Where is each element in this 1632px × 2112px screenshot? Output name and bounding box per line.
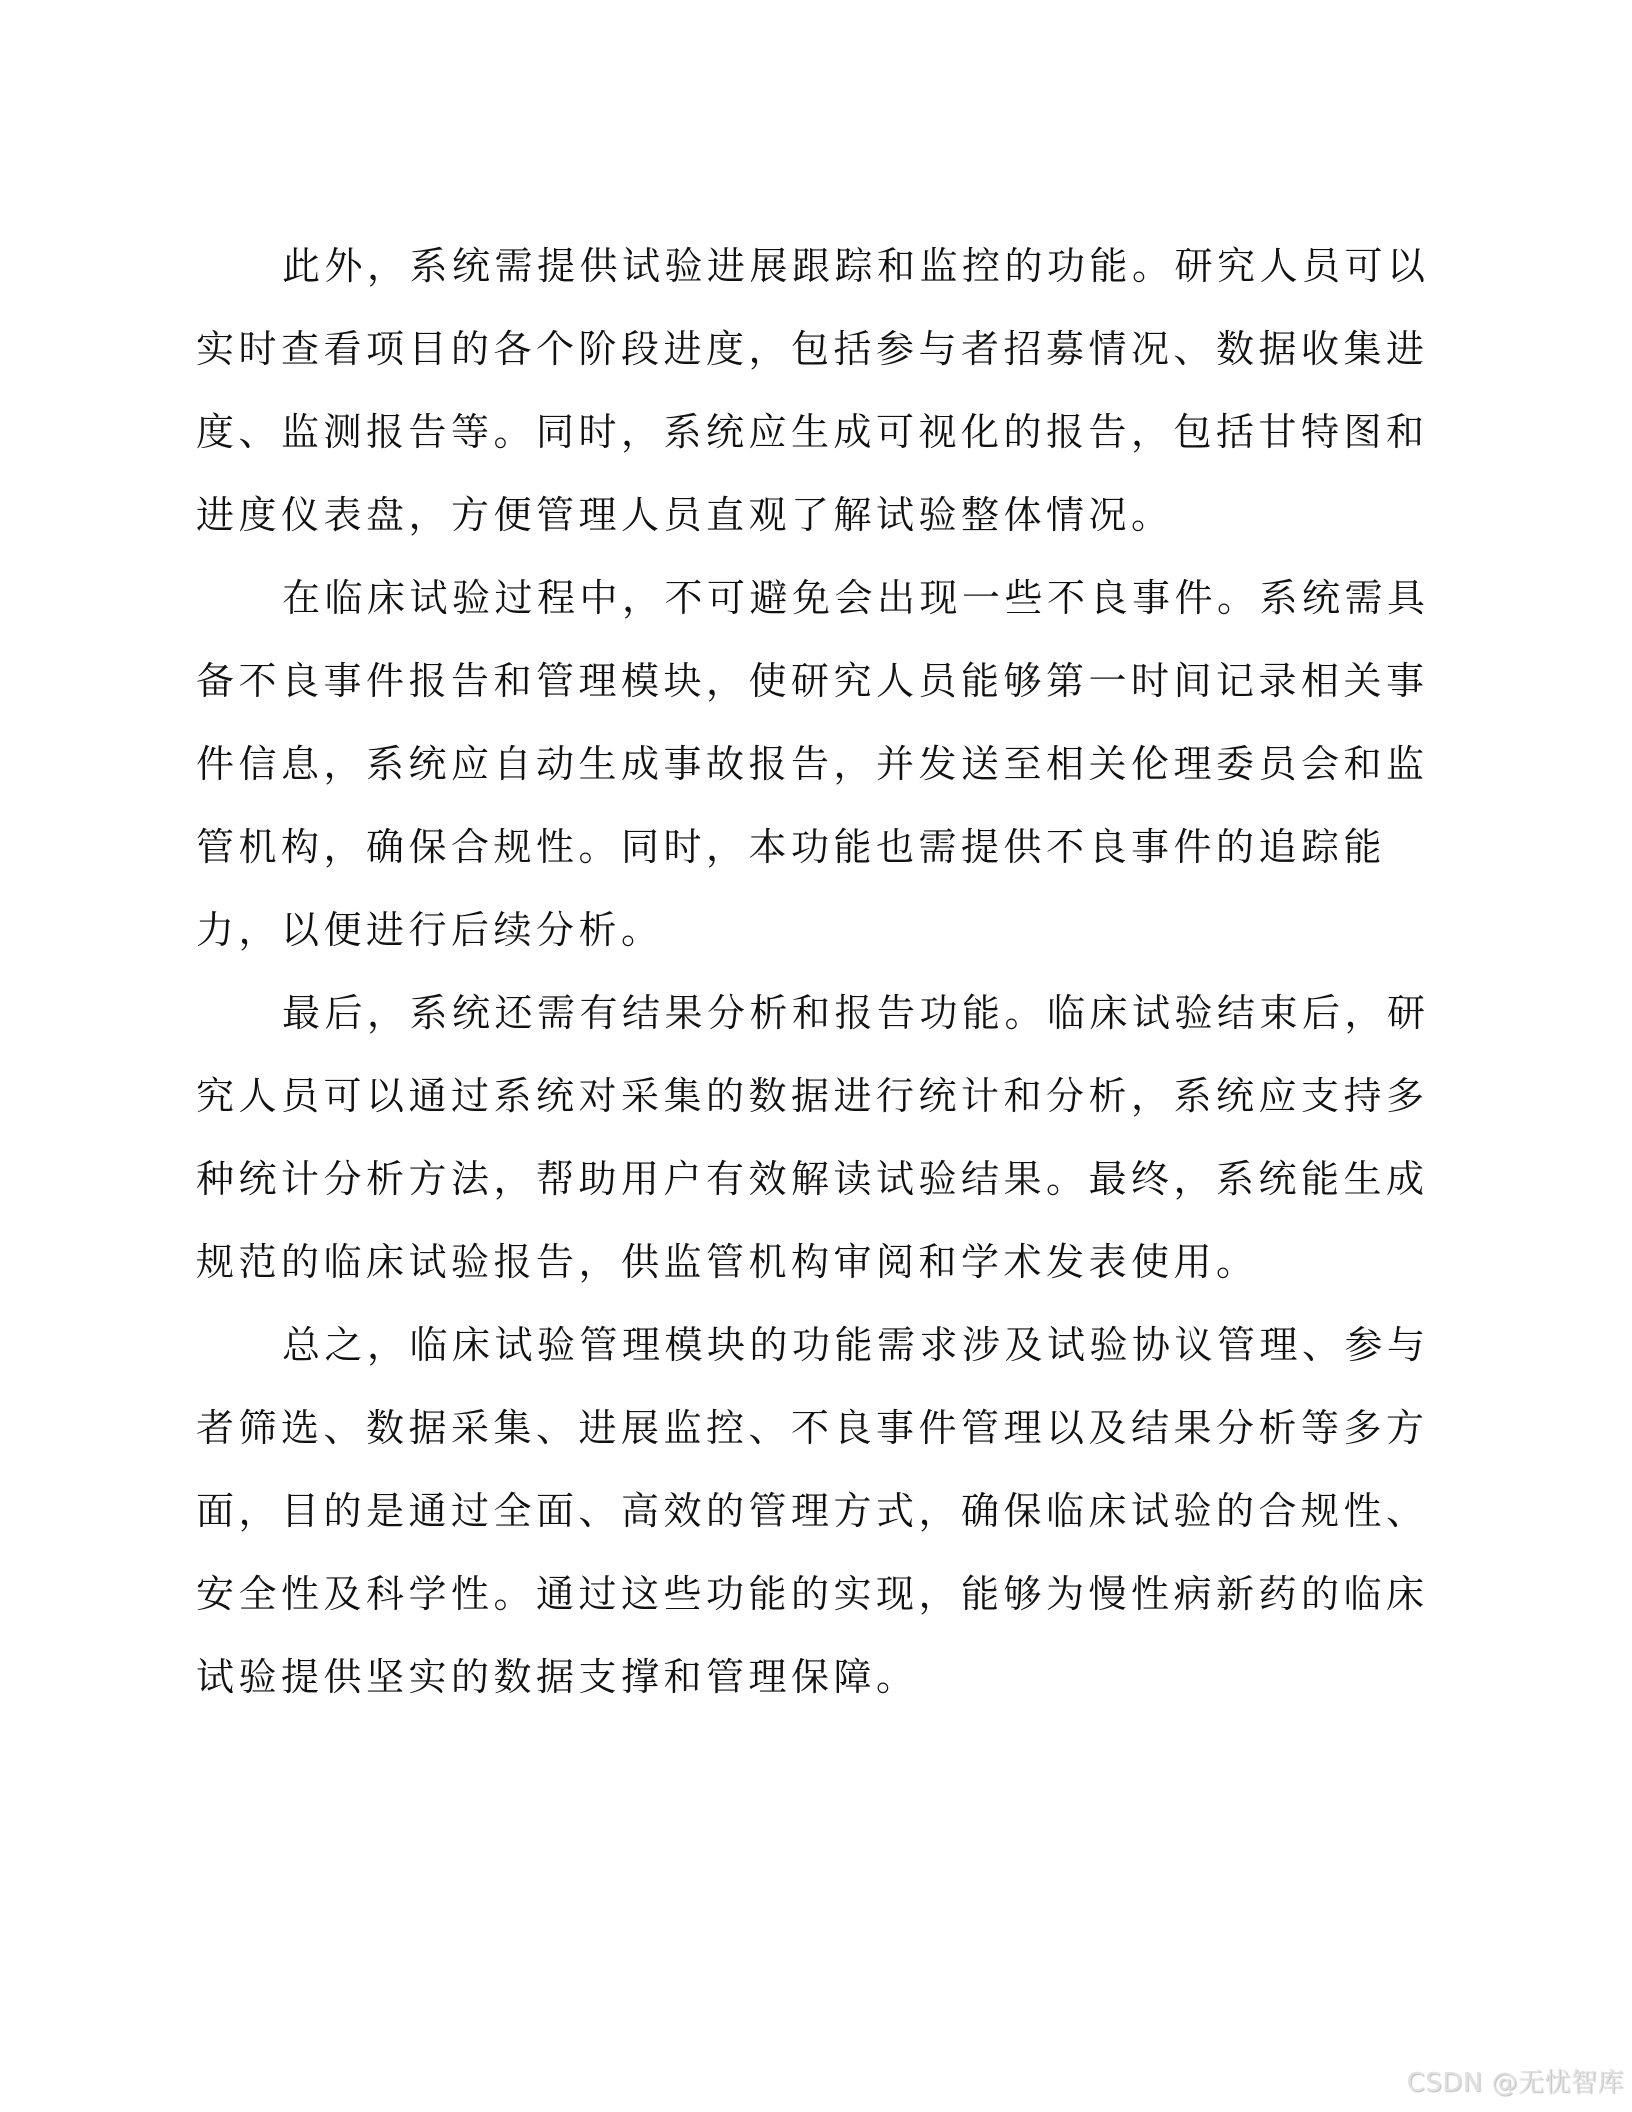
text-line: 规范的临床试验报告，供监管机构审阅和学术发表使用。 (196, 1240, 1259, 1284)
paragraph-progress-tracking (196, 225, 1432, 557)
paragraph-adverse-events (196, 557, 1432, 972)
document-body (196, 225, 1432, 1719)
text-line: 管机构，确保合规性。同时，本功能也需提供不良事件的追踪能 (196, 825, 1387, 869)
text-line: 试验提供坚实的数据支撑和管理保障。 (196, 1655, 919, 1699)
paragraph-summary (196, 1304, 1432, 1719)
text-line: 面，目的是通过全面、高效的管理方式，确保临床试验的合规性、 (196, 1489, 1429, 1533)
paragraph-results-analysis (196, 972, 1432, 1304)
text-line: 件信息，系统应自动生成事故报告，并发送至相关伦理委员会和监 (196, 742, 1429, 786)
text-line: 在临床试验过程中，不可避免会出现一些不良事件。系统需具 (282, 576, 1430, 620)
text-line: 力，以便进行后续分析。 (196, 908, 664, 952)
text-line: 进度仪表盘，方便管理人员直观了解试验整体情况。 (196, 493, 1174, 537)
text-line: 备不良事件报告和管理模块，使研究人员能够第一时间记录相关事 (196, 659, 1429, 703)
text-line: 者筛选、数据采集、进展监控、不良事件管理以及结果分析等多方 (196, 1406, 1429, 1450)
text-line: 种统计分析方法，帮助用户有效解读试验结果。最终，系统能生成 (196, 1157, 1429, 1201)
text-line: 安全性及科学性。通过这些功能的实现，能够为慢性病新药的临床 (196, 1572, 1429, 1616)
text-line: 究人员可以通过系统对采集的数据进行统计和分析，系统应支持多 (196, 1074, 1429, 1118)
csdn-watermark: CSDN @无忧智库 (1406, 2068, 1624, 2098)
text-line: 此外，系统需提供试验进展跟踪和监控的功能。研究人员可以 (282, 244, 1430, 288)
text-line: 实时查看项目的各个阶段进度，包括参与者招募情况、数据收集进 (196, 327, 1429, 371)
text-line: 度、监测报告等。同时，系统应生成可视化的报告，包括甘特图和 (196, 410, 1429, 454)
text-line: 最后，系统还需有结果分析和报告功能。临床试验结束后，研 (282, 991, 1430, 1035)
text-line: 总之，临床试验管理模块的功能需求涉及试验协议管理、参与 (282, 1323, 1430, 1367)
